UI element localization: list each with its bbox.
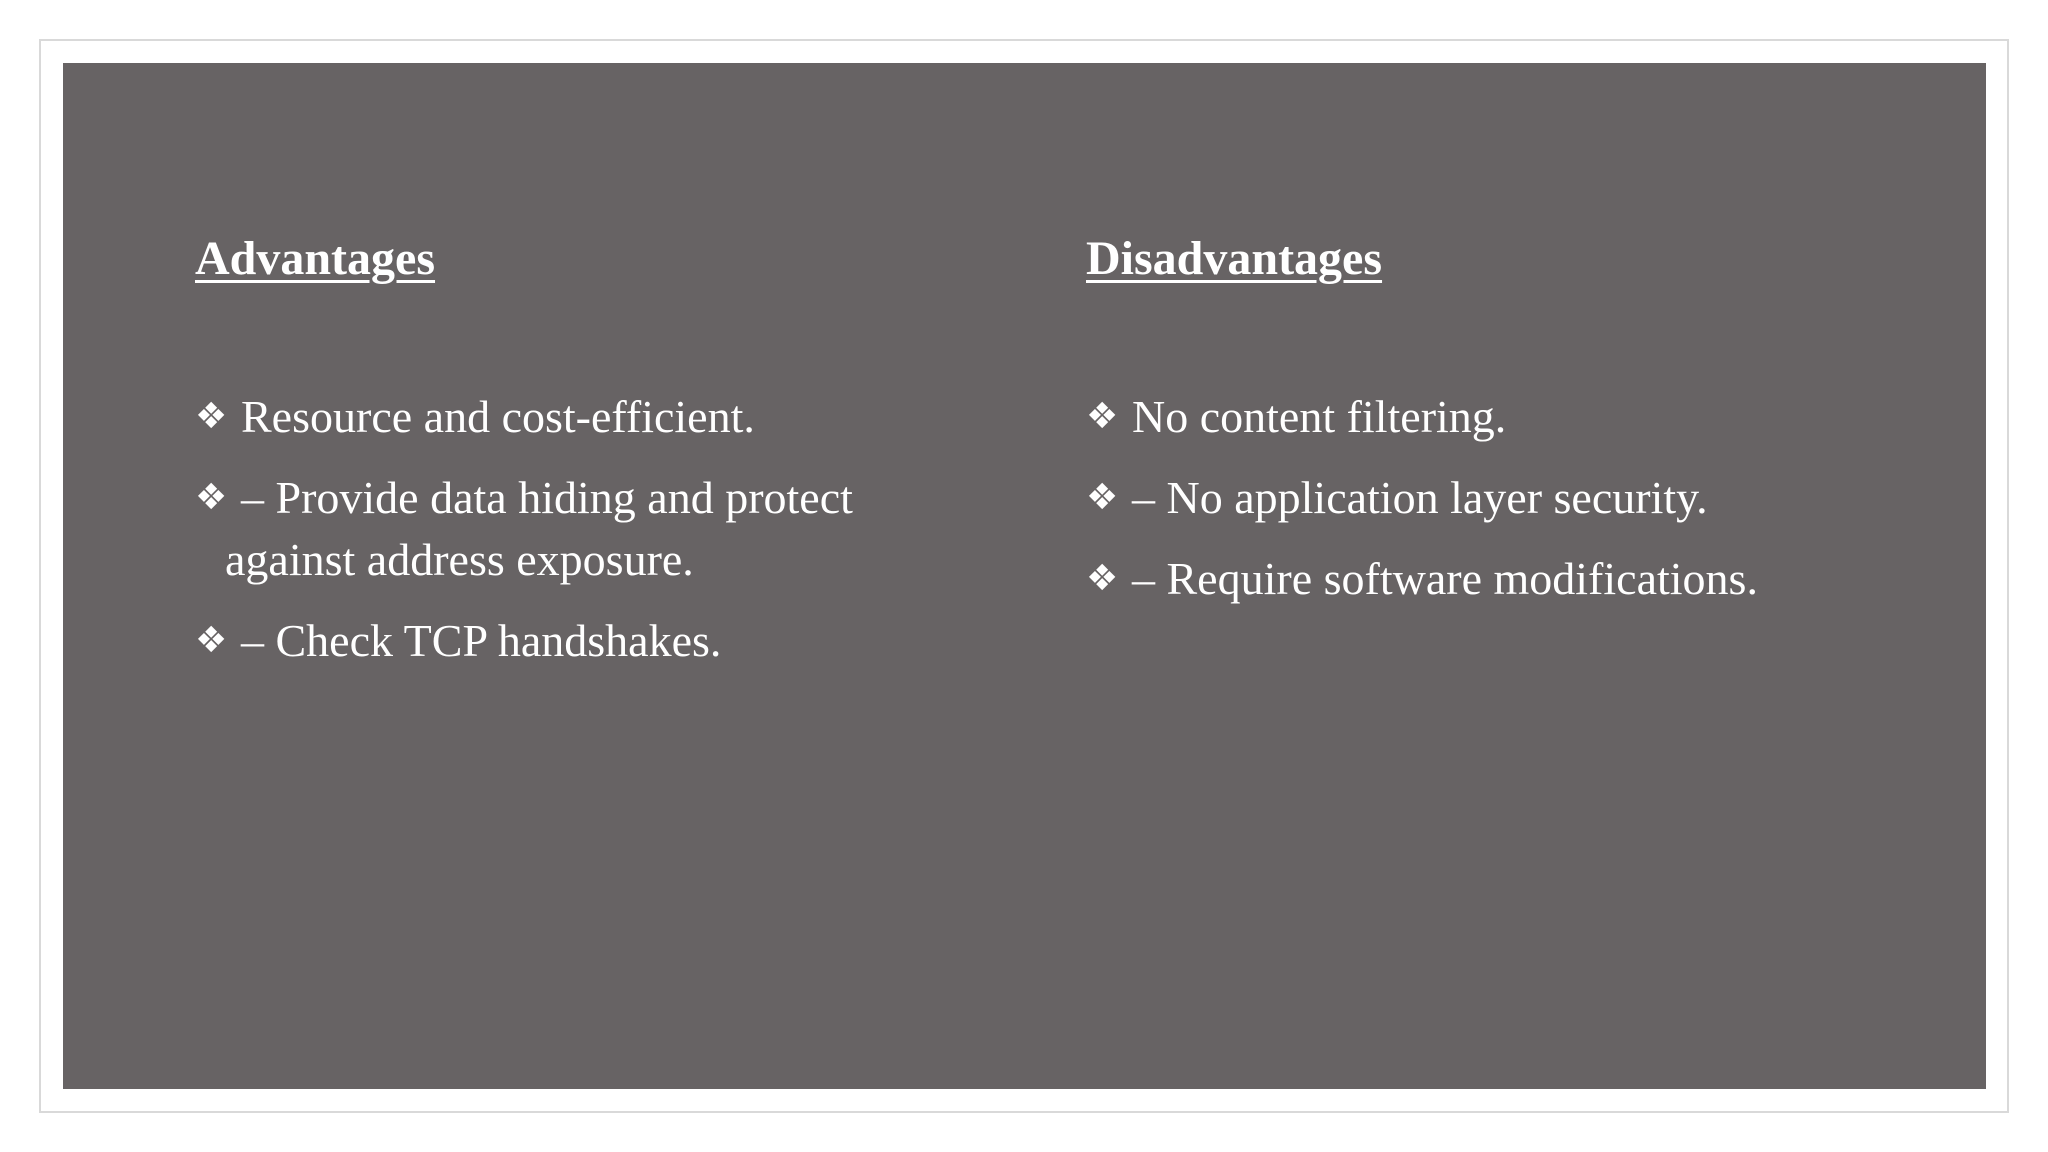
diamond-bullet-icon: ❖ bbox=[195, 395, 228, 437]
advantages-list bbox=[195, 386, 955, 672]
disadvantages-list bbox=[1086, 386, 1886, 610]
disadvantage-item bbox=[1086, 548, 1886, 610]
diamond-bullet-icon: ❖ bbox=[1086, 395, 1119, 437]
advantage-item-text: – Check TCP handshakes. bbox=[241, 614, 722, 666]
slide bbox=[63, 63, 1986, 1089]
disadvantage-item bbox=[1086, 386, 1886, 448]
disadvantage-item bbox=[1086, 467, 1886, 529]
disadvantage-item-text: – No application layer security. bbox=[1132, 471, 1708, 523]
disadvantages-heading: Disadvantages bbox=[1086, 232, 1383, 285]
advantage-item bbox=[195, 610, 955, 672]
disadvantages-column bbox=[1086, 233, 1886, 629]
advantage-item-text: – Provide data hiding and protect against address exposure. bbox=[225, 471, 853, 585]
advantage-item bbox=[195, 386, 955, 448]
disadvantage-item-text: – Require software modifications. bbox=[1132, 552, 1758, 604]
diamond-bullet-icon: ❖ bbox=[195, 619, 228, 661]
advantages-column bbox=[195, 233, 955, 691]
advantage-item-text: Resource and cost-efficient. bbox=[241, 390, 755, 442]
advantage-item bbox=[195, 467, 955, 591]
advantages-heading: Advantages bbox=[195, 232, 436, 285]
disadvantage-item-text: No content filtering. bbox=[1132, 390, 1507, 442]
diamond-bullet-icon: ❖ bbox=[1086, 557, 1119, 599]
diamond-bullet-icon: ❖ bbox=[195, 476, 228, 518]
diamond-bullet-icon: ❖ bbox=[1086, 476, 1119, 518]
